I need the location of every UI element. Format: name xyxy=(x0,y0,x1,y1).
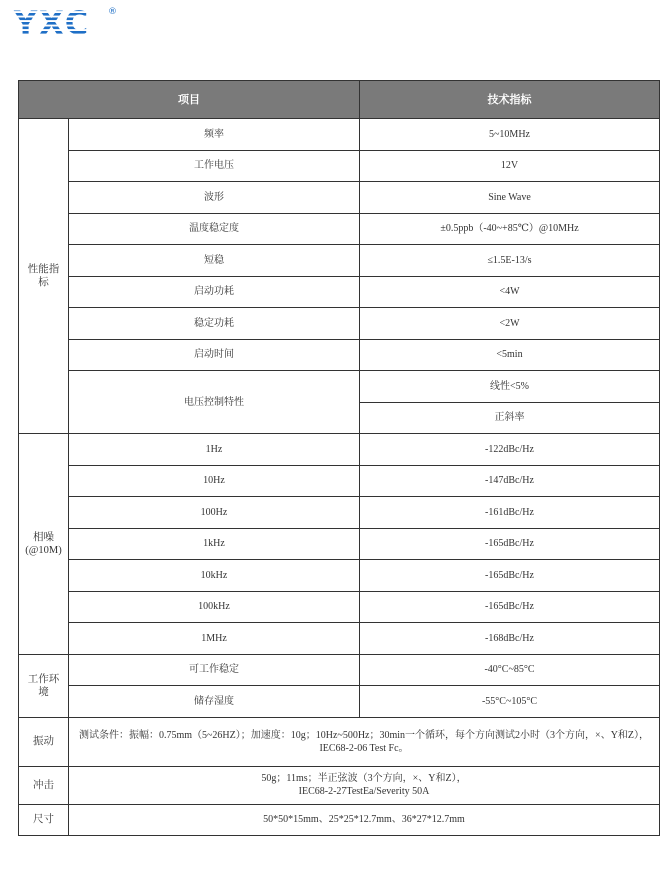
table-row xyxy=(19,150,660,182)
row-value: -168dBc/Hz xyxy=(360,623,660,655)
row-value: -40°C~85°C xyxy=(360,654,660,686)
vibration-line2: IEC68-2-06 Test Fc。 xyxy=(319,742,409,754)
spec-table xyxy=(18,80,660,836)
vibration-conditions xyxy=(69,717,660,766)
dimensions-value: 50*50*15mm、25*25*12.7mm、36*27*12.7mm xyxy=(69,804,660,835)
row-item: 100Hz xyxy=(69,497,360,529)
table-row xyxy=(19,308,660,340)
shock-line2: IEC68-2-27TestEa/Severity 50A xyxy=(298,786,430,797)
shock-line1: 50g；11ms；半正弦波（3个方向，×、Y和Z）， xyxy=(261,773,467,784)
table-row xyxy=(19,804,660,835)
row-item: 100kHz xyxy=(69,591,360,623)
table-row xyxy=(19,686,660,718)
row-value: <2W xyxy=(360,308,660,340)
table-row xyxy=(19,528,660,560)
row-item: 储存湿度 xyxy=(69,686,360,718)
table-row xyxy=(19,339,660,371)
row-value: -55°C~105°C xyxy=(360,686,660,718)
row-item: 可工作稳定 xyxy=(69,654,360,686)
table-row xyxy=(19,654,660,686)
table-row xyxy=(19,119,660,151)
row-item: 温度稳定度 xyxy=(69,213,360,245)
row-value: Sine Wave xyxy=(360,182,660,214)
row-item: 短稳 xyxy=(69,245,360,277)
row-value: ≤1.5E-13/s xyxy=(360,245,660,277)
logo-text: YXC xyxy=(14,4,91,38)
table-row xyxy=(19,276,660,308)
row-value: -165dBc/Hz xyxy=(360,591,660,623)
table-row xyxy=(19,560,660,592)
header-spec: 技术指标 xyxy=(360,81,660,119)
row-value: -147dBc/Hz xyxy=(360,465,660,497)
row-value: <5min xyxy=(360,339,660,371)
category-performance: 性能指标 xyxy=(19,119,69,434)
table-row xyxy=(19,434,660,466)
row-item: 启动时间 xyxy=(69,339,360,371)
row-item: 1MHz xyxy=(69,623,360,655)
table-row xyxy=(19,245,660,277)
table-row xyxy=(19,465,660,497)
row-value: 线性<5% xyxy=(360,371,660,403)
category-phase-noise-line2: (@10M) xyxy=(25,544,62,556)
row-value: -165dBc/Hz xyxy=(360,560,660,592)
table-row xyxy=(19,497,660,529)
row-item: 波形 xyxy=(69,182,360,214)
category-dimensions: 尺寸 xyxy=(19,804,69,835)
table-row xyxy=(19,623,660,655)
row-item: 1Hz xyxy=(69,434,360,466)
category-phase-noise xyxy=(19,434,69,655)
category-environment: 工作环境 xyxy=(19,654,69,717)
table-row xyxy=(19,766,660,804)
row-item: 工作电压 xyxy=(69,150,360,182)
category-phase-noise-line1: 相噪 xyxy=(33,531,54,543)
row-item: 10kHz xyxy=(69,560,360,592)
row-value: 正斜率 xyxy=(360,402,660,434)
table-header xyxy=(19,81,660,119)
row-value: -122dBc/Hz xyxy=(360,434,660,466)
shock-conditions xyxy=(69,766,660,804)
table-row xyxy=(19,717,660,766)
registered-mark: ® xyxy=(108,7,117,17)
row-value: 12V xyxy=(360,150,660,182)
category-vibration: 振动 xyxy=(19,717,69,766)
table-row xyxy=(19,371,660,403)
row-item: 频率 xyxy=(69,119,360,151)
row-item: 稳定功耗 xyxy=(69,308,360,340)
row-item: 10Hz xyxy=(69,465,360,497)
company-logo xyxy=(12,4,122,38)
row-item: 1kHz xyxy=(69,528,360,560)
vibration-line1: 测试条件：振幅：0.75mm（5~26HZ）；加速度：10g；10Hz~500Hz；30min一个循环，每个方向测试2小时（3个方向，×、Y和Z）， xyxy=(78,729,650,741)
row-item: 启动功耗 xyxy=(69,276,360,308)
header-item: 项目 xyxy=(19,81,360,119)
row-item-voltage-control: 电压控制特性 xyxy=(69,371,360,434)
table-row xyxy=(19,591,660,623)
row-value: -161dBc/Hz xyxy=(360,497,660,529)
row-value: -165dBc/Hz xyxy=(360,528,660,560)
row-value: 5~10MHz xyxy=(360,119,660,151)
category-shock: 冲击 xyxy=(19,766,69,804)
row-value: ±0.5ppb（-40~+85℃）@10MHz xyxy=(360,213,660,245)
row-value: <4W xyxy=(360,276,660,308)
table-row xyxy=(19,213,660,245)
table-row xyxy=(19,182,660,214)
